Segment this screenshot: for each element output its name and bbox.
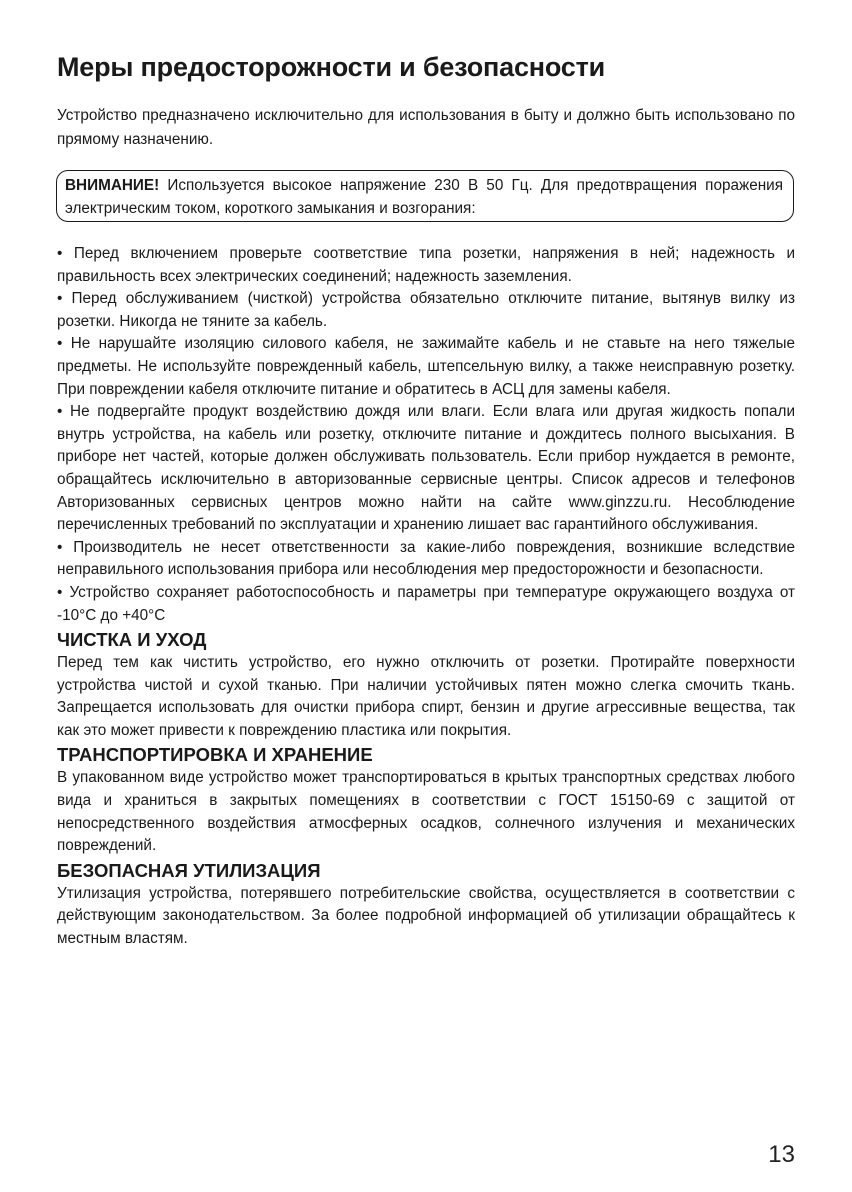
section-heading-cleaning: ЧИСТКА И УХОД bbox=[57, 629, 207, 651]
warning-label: ВНИМАНИЕ! bbox=[65, 177, 160, 194]
warning-box bbox=[56, 170, 794, 222]
content-body bbox=[57, 243, 795, 951]
section-text-transport: В упакованном виде устройство может транспортироваться в крытых транспортных средствах любого вида и храниться в закрытых помещениях в соответствии с ГОСТ 15150-69 с защитой от непосредственного воздействия атмосферных осадков, солнечного излучения и механических повреждений. bbox=[57, 769, 795, 855]
intro-paragraph: Устройство предназначено исключительно для использования в быту и должно быть использовано по прямому назначению. bbox=[57, 107, 795, 148]
bullet-item: • Не нарушайте изоляцию силового кабеля, не зажимайте кабель и не ставьте на него тяжелые предметы. Не используйте поврежденный кабель, штепсельную вилку, а также неисправную розетку. При повреждении кабеля отключите питание и обратитесь в АСЦ для замены кабеля. bbox=[57, 335, 795, 398]
bullet-item: • Перед обслуживанием (чисткой) устройства обязательно отключите питание, вытянув вилку из розетки. Никогда не тяните за кабель. bbox=[57, 290, 795, 330]
bullet-item: • Не подвергайте продукт воздействию дождя или влаги. Если влага или другая жидкость попали внутрь устройства, на кабель или розетку, отключите питание и дождитесь полного высыхания. В приборе нет частей, которые должен обслуживать пользователь. Если прибор нуждается в ремонте, обращайтесь исключительно в авторизованные сервисные центры. Список адресов и телефонов Авторизованных сервисных центров можно найти на сайте www.ginzzu.ru. Несоблюдение перечисленных требований по эксплуатации и хранению лишает вас гарантийного обслуживания. bbox=[57, 403, 795, 534]
section-text-cleaning: Перед тем как чистить устройство, его нужно отключить от розетки. Протирайте поверхности устройства чистой и сухой тканью. При наличии устойчивых пятен можно слегка смочить ткань. Запрещается использовать для очистки прибора спирт, бензин и другие агрессивные вещества, так как это может привести к повреждению пластика или покрытия. bbox=[57, 654, 795, 739]
page-title: Меры предосторожности и безопасности bbox=[57, 52, 606, 82]
section-text-disposal: Утилизация устройства, потерявшего потребительские свойства, осуществляется в соответствии с действующим законодательством. За более подробной информацией об утилизации обращайтесь к местным властям. bbox=[57, 884, 795, 948]
page-number: 13 bbox=[768, 1141, 795, 1168]
bullet-item: • Производитель не несет ответственности за какие-либо повреждения, возникшие вследствие неправильного использования прибора или несоблюдения мер предосторожности и безопасности. bbox=[57, 538, 795, 579]
section-heading-transport: ТРАНСПОРТИРОВКА И ХРАНЕНИЕ bbox=[57, 744, 373, 766]
bullet-item: • Устройство сохраняет работоспособность и параметры при температуре окружающего воздуха от -10°С до +40°С bbox=[57, 583, 795, 624]
warning-text: Используется высокое напряжение 230 В 50 Гц. Для предотвращения поражения электрическим током, короткого замыкания и возгорания: bbox=[65, 177, 783, 217]
section-heading-disposal: БЕЗОПАСНАЯ УТИЛИЗАЦИЯ bbox=[57, 859, 321, 881]
bullet-item: • Перед включением проверьте соответствие типа розетки, напряжения в ней; надежность и правильность всех электрических соединений; надежность заземления. bbox=[57, 245, 795, 285]
